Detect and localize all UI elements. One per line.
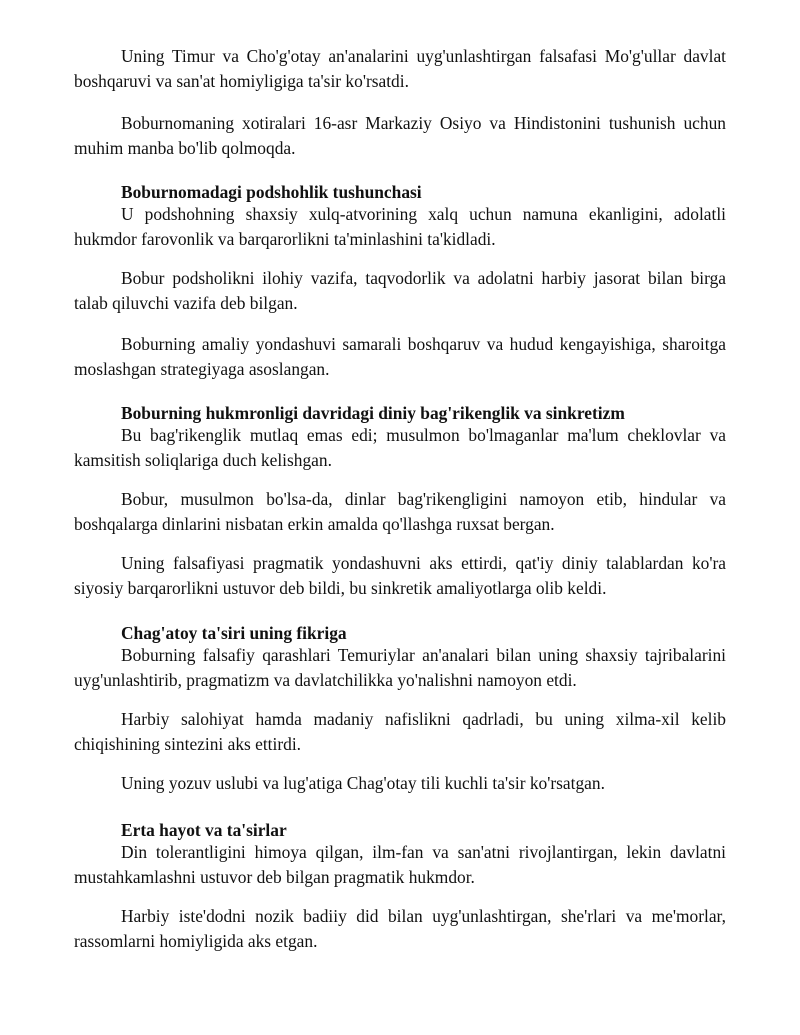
paragraph: Harbiy iste'dodni nozik badiiy did bilan uyg'unlashtirgan, she'rlari va me'morlar, rassomlarni homiyligida aks etgan.	[74, 906, 726, 951]
paragraph: Boburning amaliy yondashuvi samarali boshqaruv va hudud kengayishiga, sharoitga moslashgan strategiyaga asoslangan.	[74, 334, 726, 379]
section-heading: Boburning hukmronligi davridagi diniy bag'rikenglik va sinkretizm	[121, 403, 625, 423]
paragraph: Uning falsafiyasi pragmatik yondashuvni aks ettirdi, qat'iy diniy talablardan ko'ra siyosiy barqarorlikni ustuvor deb bildi, bu sinkretik amaliyotlarga olib keldi.	[74, 553, 726, 598]
paragraph: Harbiy salohiyat hamda madaniy nafislikni qadrladi, bu uning xilma-xil kelib chiqishining sintezini aks ettirdi.	[74, 709, 726, 754]
section-heading: Erta hayot va ta'sirlar	[121, 820, 287, 840]
section-heading: Boburnomadagi podshohlik tushunchasi	[121, 182, 422, 202]
paragraph: Bobur podsholikni ilohiy vazifa, taqvodorlik va adolatni harbiy jasorat bilan birga talab qiluvchi vazifa deb bilgan.	[74, 268, 726, 313]
paragraph: Bobur, musulmon bo'lsa-da, dinlar bag'rikengligini namoyon etib, hindular va boshqalarga dinlarini nisbatan erkin amalda qo'llashga ruxsat bergan.	[74, 489, 726, 534]
paragraph: U podshohning shaxsiy xulq-atvorining xalq uchun namuna ekanligini, adolatli hukmdor farovonlik va barqarorlikni ta'minlashini ta'kidladi.	[74, 204, 726, 249]
paragraph: Bu bag'rikenglik mutlaq emas edi; musulmon bo'lmaganlar ma'lum cheklovlar va kamsitish soliqlariga duch kelishgan.	[74, 425, 726, 470]
section-heading: Chag'atoy ta'siri uning fikriga	[121, 623, 347, 643]
paragraph: Boburning falsafiy qarashlari Temuriylar an'analari bilan uning shaxsiy tajribalarini uyg'unlashtirib, pragmatizm va davlatchilikka yo'nalishni namoyon etdi.	[74, 645, 726, 690]
paragraph: Uning Timur va Cho'g'otay an'analarini uyg'unlashtirgan falsafasi Mo'g'ullar davlat boshqaruvi va san'at homiyligiga ta'sir ko'rsatdi.	[74, 46, 726, 91]
paragraph: Din tolerantligini himoya qilgan, ilm-fan va san'atni rivojlantirgan, lekin davlatni mustahkamlashni ustuvor deb bilgan pragmatik hukmdor.	[74, 842, 726, 887]
paragraph: Boburnomaning xotiralari 16-asr Markaziy Osiyo va Hindistonini tushunish uchun muhim manba bo'lib qolmoqda.	[74, 113, 726, 158]
paragraph: Uning yozuv uslubi va lug'atiga Chag'otay tili kuchli ta'sir ko'rsatgan.	[121, 773, 605, 793]
